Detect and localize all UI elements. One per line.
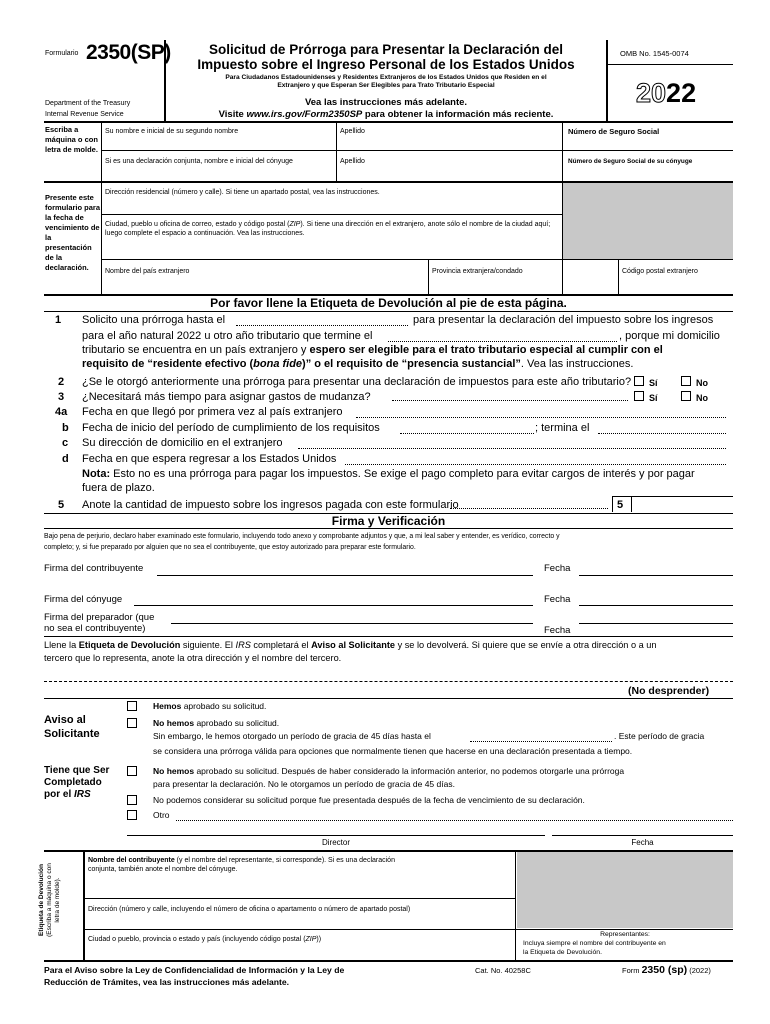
line-1-text-c: para el año natural 2022 u otro año tributario que termine el <box>82 330 373 342</box>
line-4a-text: Fecha en que llegó por primera vez al país extranjero <box>82 406 343 418</box>
city-input[interactable] <box>102 240 560 258</box>
denied-label: No hemos aprobado su solicitud. Después de haber considerado la información anterior, no podemos otorgarle una prórroga <box>153 766 625 776</box>
spouse-ssn-input[interactable] <box>563 166 733 180</box>
privacy-act-notice-2: Reducción de Trámites, vea las instrucciones más adelante. <box>44 977 290 987</box>
return-address-input[interactable] <box>85 914 514 928</box>
grace-period-text: Sin embargo, le hemos otorgado un período de gracia de 45 días hasta el <box>153 731 431 741</box>
tax-year: 2022 <box>636 78 697 108</box>
catalog-number: Cat. No. 40258C <box>475 966 531 975</box>
spouse-ssn-label: Número de Seguro Social de su cónyuge <box>568 158 693 165</box>
form-title-line1: Solicitud de Prórroga para Presentar la Declaración del <box>208 42 564 57</box>
spouse-date-line[interactable] <box>579 605 733 606</box>
line-2-text: ¿Se le otorgó anteriormente una prórroga para presentar una declaración de impuestos para este año tributario? <box>82 376 632 388</box>
extension-date-input[interactable] <box>236 325 408 326</box>
divider <box>44 636 733 637</box>
line-4b-number: b <box>62 422 69 434</box>
representatives-note-2: Incluya siempre el nombre del contribuyente en <box>523 940 666 947</box>
taxpayer-date-line[interactable] <box>579 575 733 576</box>
foreign-postal-input[interactable] <box>619 277 733 293</box>
foreign-home-address-input[interactable] <box>298 448 726 449</box>
notice-title-2: Solicitante <box>44 728 100 740</box>
director-signature-line[interactable] <box>127 835 545 836</box>
preparer-date-label: Fecha <box>544 625 571 636</box>
grace-period-text-3: se considera una prórroga válida para opciones que normalmente tienen que hacerse en una declaración presentada a tiempo. <box>153 746 633 756</box>
label-notice: Por favor llene la Etiqueta de Devolución al pie de esta página. <box>210 296 567 310</box>
notice-title-1: Aviso al <box>44 714 86 726</box>
divider <box>44 960 733 962</box>
shaded-area <box>517 852 733 928</box>
qualifying-end-input[interactable] <box>598 433 726 434</box>
form-title-line2: Impuesto sobre el Ingreso Personal de los Estados Unidos <box>197 57 575 72</box>
preparer-label-2: no sea el contribuyente) <box>44 623 146 634</box>
approved-label: Hemos aprobado su solicitud. <box>153 701 267 711</box>
header-divider-left <box>164 40 166 121</box>
divider <box>102 214 562 215</box>
leader-dots <box>450 508 608 509</box>
footer-form-id: Form 2350 (sp) (2022) <box>622 964 711 976</box>
late-filed-label: No podemos considerar su solicitud porque fue presentada después de la fecha de vencimiento de su declaración. <box>153 795 585 805</box>
privacy-act-notice-1: Para el Aviso sobre la Ley de Confidencialidad de Información y la Ley de <box>44 965 345 975</box>
representatives-note-1: Representantes: <box>600 931 650 938</box>
foreign-postal-label: Código postal extranjero <box>622 268 698 275</box>
preparer-signature-line[interactable] <box>171 623 533 624</box>
denied-text-2: para presentar la declaración. No le otorgamos un período de gracia de 45 días. <box>153 779 455 789</box>
irs-complete-1: Tiene que Ser <box>44 765 110 776</box>
subtitle-line2: Extranjero y que Esperan Ser Elegibles para Trato Tributario Especial <box>277 82 495 89</box>
header-bottom-rule <box>44 121 733 123</box>
not-approved-label: No hemos aprobado su solicitud. <box>153 718 280 728</box>
last-name-input[interactable] <box>337 136 561 150</box>
return-label-side: Etiqueta de Devolución (Escriba a máquina o con letra de molde). <box>38 863 61 937</box>
divider <box>102 150 733 151</box>
line-5-box-number: 5 <box>617 499 624 511</box>
leader-dots <box>392 400 628 401</box>
divider <box>85 898 516 899</box>
spouse-signature-line[interactable] <box>134 605 533 606</box>
divider <box>612 496 613 512</box>
line-5-number: 5 <box>58 499 65 511</box>
perjury-line1: Bajo pena de perjurio, declaro haber examinado este formulario, incluyendo todo anexo y comprobante adjuntos y que, a mi leal saber y entender, es verídico, correcto y <box>44 533 560 540</box>
omb-divider <box>608 64 733 65</box>
return-name-label-2: conjunta, también anote el nombre del cónyuge. <box>88 866 238 873</box>
other-checkbox[interactable] <box>127 810 137 820</box>
taxpayer-date-label: Fecha <box>544 563 571 574</box>
spouse-name-label: Si es una declaración conjunta, nombre e inicial del cónyuge <box>105 158 293 165</box>
divider <box>44 311 733 312</box>
preparer-date-line[interactable] <box>579 623 733 624</box>
preparer-label-1: Firma del preparador (que <box>44 612 155 623</box>
return-label-instruction-2: tercero que lo representa, anote la otra dirección y el nombre del tercero. <box>44 653 342 663</box>
irs-complete-2: Completado <box>44 777 102 788</box>
ssn-input[interactable] <box>563 136 733 150</box>
divider <box>44 698 733 699</box>
spouse-last-name-input[interactable] <box>337 166 561 180</box>
line-2-no-checkbox[interactable] <box>681 376 691 386</box>
line-3-text: ¿Necesitará más tiempo para asignar gastos de mudanza? <box>82 391 371 403</box>
divider <box>515 851 516 960</box>
return-name-input[interactable] <box>85 876 514 896</box>
omb-number: OMB No. 1545-0074 <box>620 49 689 58</box>
foreign-country-input[interactable] <box>102 277 426 293</box>
other-reason-input[interactable] <box>176 820 733 821</box>
other-label: Otro <box>153 810 170 820</box>
note-line2: fuera de plazo. <box>82 482 155 494</box>
return-label-instruction-1: Llene la Etiqueta de Devolución siguiente. El IRS completará el Aviso al Solicitante y se lo devolverá. Si quiere que se envíe a otra dirección o a un <box>44 640 657 650</box>
line-3-yes-checkbox[interactable] <box>634 391 644 401</box>
dept-irs: Internal Revenue Service <box>45 111 124 118</box>
taxpayer-signature-label: Firma del contribuyente <box>44 563 144 574</box>
line-5-text: Anote la cantidad de impuesto sobre los ingresos pagada con este formulario <box>82 499 459 511</box>
signature-title: Firma y Verificación <box>331 514 446 528</box>
line-4d-text: Fecha en que espera regresar a los Estados Unidos <box>82 453 337 465</box>
spouse-signature-label: Firma del cónyuge <box>44 594 123 605</box>
return-date-input[interactable] <box>345 464 726 465</box>
line-3-number: 3 <box>58 391 65 403</box>
line-1-text-e: tributario se encuentra en un país extranjero y espero ser elegible para el trato tributario especial al cumplir con el <box>82 344 663 356</box>
taxpayer-signature-line[interactable] <box>157 575 533 576</box>
type-or-print-note: Escriba a máquina o con letra de molde. <box>45 125 98 154</box>
return-city-input[interactable] <box>85 944 514 958</box>
spouse-name-input[interactable] <box>102 166 334 180</box>
qualifying-start-input[interactable] <box>400 433 534 434</box>
divider <box>102 259 733 260</box>
line-4b-text: Fecha de inicio del período de cumplimiento de los requisitos <box>82 422 380 434</box>
line-1-number: 1 <box>55 314 62 326</box>
instructions-line2: Visite www.irs.gov/Form2350SP para obtener la información más reciente. <box>218 109 554 120</box>
line-1-text-b: para presentar la declaración del impuesto sobre los ingresos <box>413 314 714 326</box>
form-number: 2350(SP) <box>86 41 171 64</box>
irs-complete-3: por el IRS <box>44 789 91 800</box>
director-date-line[interactable] <box>552 835 733 836</box>
foreign-province-input[interactable] <box>429 277 617 293</box>
approved-checkbox[interactable] <box>127 701 137 711</box>
dept-treasury: Department of the Treasury <box>45 100 131 107</box>
perjury-line2: completo; y, si fue preparado por alguien que no sea el contribuyente, que estoy autorizado para preparar este formulario. <box>44 544 416 551</box>
line-4c-number: c <box>62 437 69 449</box>
last-name-label: Apellido <box>340 128 365 135</box>
ssn-label: Número de Seguro Social <box>568 127 660 136</box>
line-4c-text: Su dirección de domicilio en el extranjero <box>82 437 283 449</box>
line-4d-number: d <box>62 453 69 465</box>
name-input[interactable] <box>102 136 334 150</box>
line-2-yes-label: Sí <box>649 378 658 388</box>
spouse-date-label: Fecha <box>544 594 571 605</box>
spouse-last-name-label: Apellido <box>340 158 365 165</box>
late-filed-checkbox[interactable] <box>127 795 137 805</box>
detach-line <box>44 681 733 682</box>
header-divider-right <box>606 40 608 121</box>
denied-checkbox[interactable] <box>127 766 137 776</box>
detach-note: (No desprender) <box>628 685 710 697</box>
return-address-label: Dirección (número y calle, incluyendo el número de oficina o apartamento o número de apartado postal) <box>88 906 411 913</box>
address-input[interactable] <box>102 197 560 211</box>
form-prefix: Formulario <box>45 50 79 57</box>
name-label: Su nombre e inicial de su segundo nombre <box>105 128 239 135</box>
line-2-no-label: No <box>696 378 708 388</box>
line-3-no-checkbox[interactable] <box>681 391 691 401</box>
shaded-area <box>563 183 733 259</box>
divider <box>85 929 733 930</box>
line-1-text-d: , porque mi domicilio <box>619 330 720 342</box>
line-4a-number: 4a <box>55 406 68 418</box>
return-name-label: Nombre del contribuyente (y el nombre del representante, si corresponde). Si es una declaración <box>88 857 395 864</box>
grace-period-checkbox[interactable] <box>127 718 137 728</box>
line-1-text-g: requisito de “residente efectivo (bona fide)” o el requisito de “presencia sustancial”. Vea las instrucciones. <box>82 358 634 370</box>
irs-url-link[interactable]: www.irs.gov/Form2350SP <box>246 109 363 120</box>
file-by-due-date-note: Presente este formulario para la fecha de vencimiento de la presentación de la declaración. <box>45 193 101 272</box>
tax-year-end-input[interactable] <box>388 341 617 342</box>
foreign-country-label: Nombre del país extranjero <box>105 268 190 275</box>
note-line1: Nota: Esto no es una prórroga para pagar los impuestos. Se exige el pago completo para evitar cargos de interés y por pagar <box>82 468 695 480</box>
subtitle-line1: Para Ciudadanos Estadounidenses y Residentes Extranjeros de los Estados Unidos que Residen en el <box>225 74 547 81</box>
grace-period-text-2: . Este período de gracia <box>614 731 705 741</box>
grace-period-date-input[interactable] <box>470 741 612 742</box>
line-3-no-label: No <box>696 393 708 403</box>
line-2-yes-checkbox[interactable] <box>634 376 644 386</box>
director-label: Director <box>321 838 350 847</box>
tax-paid-input[interactable] <box>632 496 733 512</box>
arrival-date-input[interactable] <box>356 417 726 418</box>
foreign-province-label: Provincia extranjera/condado <box>432 268 523 275</box>
line-3-yes-label: Sí <box>649 393 658 403</box>
line-4b-end-text: ; termina el <box>535 422 590 434</box>
divider <box>612 496 733 497</box>
address-label: Dirección residencial (número y calle). Si tiene un apartado postal, vea las instrucciones. <box>105 189 380 196</box>
director-date-label: Fecha <box>631 838 654 847</box>
instructions-line1: Vea las instrucciones más adelante. <box>304 97 468 108</box>
line-1-text-a: Solicito una prórroga hasta el <box>82 314 226 326</box>
city-label: Ciudad, pueblo u oficina de correo, estado y código postal (ZIP). Si tiene una dirección en el extranjero, anote sólo el nombre de la ciudad aquí; luego complete el espacio a continuación. Vea las instrucciones. <box>105 221 551 237</box>
divider <box>44 528 733 529</box>
representatives-note-3: la Etiqueta de Devolución. <box>523 949 602 956</box>
return-city-label: Ciudad o pueblo, provincia o estado y país (incluyendo código postal (ZIP)) <box>88 936 322 943</box>
line-2-number: 2 <box>58 376 65 388</box>
